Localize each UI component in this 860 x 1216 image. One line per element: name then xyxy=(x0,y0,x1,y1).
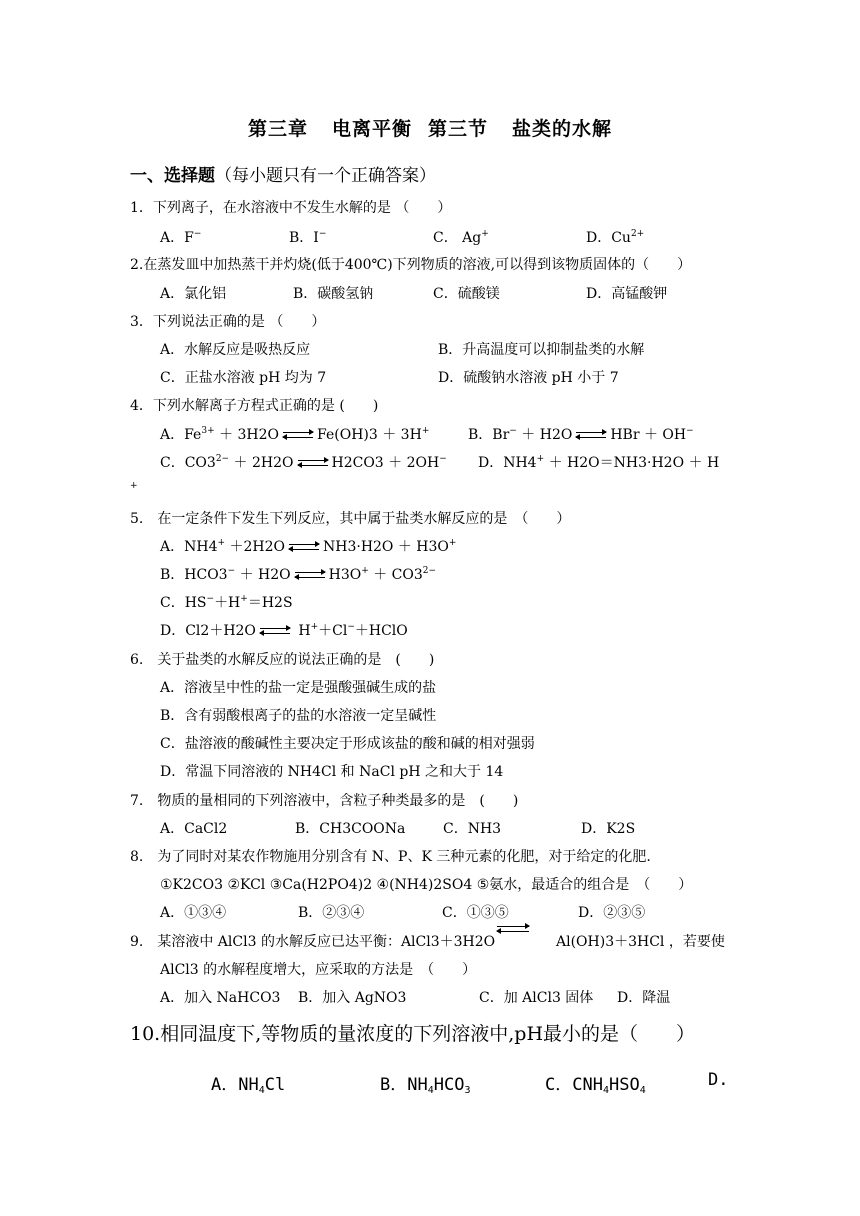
page-title xyxy=(0,114,860,141)
q3-option-d: D．硫酸钠水溶液 pH 小于 7 xyxy=(438,370,619,386)
q1-option-b: B．I− xyxy=(289,229,327,246)
question-9-stem-cont: Al(OH)3＋3HCl ，若要使 xyxy=(556,934,725,950)
q2-option-d: D．高锰酸钾 xyxy=(586,286,668,302)
q2-option-a: A．氯化铝 xyxy=(160,286,227,302)
q6-option-c: C．盐溶液的酸碱性主要决定于形成该盐的酸和碱的相对强弱 xyxy=(160,736,535,752)
question-9-stem-line2: AlCl3 的水解程度增大，应采取的方法是 （ ） xyxy=(160,962,477,978)
q8-option-c: C．①③⑤ xyxy=(442,905,509,921)
section-note: （每小题只有一个正确答案） xyxy=(215,166,436,186)
q2-option-c: C．硫酸镁 xyxy=(433,286,500,302)
q7-option-a: A．CaCl2 xyxy=(160,821,228,837)
q4-option-a: A．$Fe^{3+} + 3H2O$ Fe(OH)3 ＋ 3H+ xyxy=(160,426,430,443)
q9-option-d: D．降温 xyxy=(617,990,671,1006)
q9-option-b: B．加入 AgNO3 xyxy=(298,990,407,1006)
q2-option-b: B．碳酸氢钠 xyxy=(293,286,374,302)
q4-option-d: D．NH4+ ＋ H2O＝NH3·H2O ＋ H xyxy=(478,454,720,471)
q4-option-d-wrap: + xyxy=(130,481,138,491)
title-chapter: 第三章 xyxy=(247,118,308,140)
q5-option-d: D．Cl2＋H2O H+＋Cl−＋HClO xyxy=(160,622,408,639)
q6-option-b: B．含有弱酸根离子的盐的水溶液一定呈碱性 xyxy=(160,708,437,724)
section-label: 一、选择题 xyxy=(130,166,215,186)
q8-option-b: B．②③④ xyxy=(298,905,365,921)
equilibrium-arrow-icon xyxy=(576,431,606,439)
q7-option-b: B．CH3COONa xyxy=(295,821,406,837)
title-topic: 电离平衡 xyxy=(331,118,412,140)
q5-option-b: B．HCO3− ＋ H2O $H3O^+ + CO3^{2-}$ xyxy=(160,566,437,583)
q7-option-d: D．K2S xyxy=(581,821,636,837)
equilibrium-arrow-icon xyxy=(497,925,529,933)
question-5-stem: 5. 在一定条件下发生下列反应，其中属于盐类水解反应的是 （ ） xyxy=(130,511,571,527)
q3-option-c: C．正盐水溶液 pH 均为 7 xyxy=(160,370,327,386)
q7-option-c: C．NH3 xyxy=(443,821,502,837)
equilibrium-arrow-icon xyxy=(260,627,290,635)
q10-option-b: B．$NH_4HCO_3$ xyxy=(380,1075,471,1096)
equilibrium-arrow-icon xyxy=(298,459,328,467)
question-9-stem: 9. 某溶液中 AlCl3 的水解反应已达平衡：AlCl3＋3H2O xyxy=(130,934,496,950)
question-3-stem: 3．下列说法正确的是 （ ） xyxy=(130,314,326,330)
equilibrium-arrow-icon xyxy=(283,431,313,439)
q3-option-b: B．升高温度可以抑制盐类的水解 xyxy=(438,342,645,358)
q9-option-a: A．加入 NaHCO3 xyxy=(160,990,281,1006)
question-6-stem: 6. 关于盐类的水解反应的说法正确的是 ( ) xyxy=(130,652,435,668)
question-4-stem: 4．下列水解离子方程式正确的是 ( ) xyxy=(130,398,379,414)
equilibrium-arrow-icon xyxy=(289,543,319,551)
q1-option-d: D．$Cu^{2+}$ xyxy=(586,229,645,246)
q4-option-b: B．Br− ＋ H2O HBr ＋ OH− xyxy=(468,426,694,443)
q6-option-a: A．溶液呈中性的盐一定是强酸强碱生成的盐 xyxy=(160,680,437,696)
q4-option-c: C．$CO3^{2-} + 2H2O$ H2CO3 ＋ 2OH− xyxy=(160,454,447,471)
q3-option-a: A．水解反应是吸热反应 xyxy=(160,342,311,358)
title-section: 第三节 xyxy=(428,118,489,140)
q1-option-c: C． Ag+ xyxy=(433,229,489,246)
question-1-stem: 1．下列离子，在水溶液中不发生水解的是 （ ） xyxy=(130,200,452,216)
q6-option-d: D．常温下同溶液的 NH4Cl 和 NaCl pH 之和大于 14 xyxy=(160,764,504,780)
question-8-stem: 8. 为了同时对某农作物施用分别含有 N、P、K 三种元素的化肥，对于给定的化肥. xyxy=(130,849,651,865)
q8-option-a: A．①③④ xyxy=(160,905,227,921)
q10-option-d: D. xyxy=(708,1070,729,1090)
q5-option-a: A．NH4+ ＋2H2O NH3·H2O ＋ H3O+ xyxy=(160,538,457,555)
question-2-stem: 2.在蒸发皿中加热蒸干并灼烧(低于400℃)下列物质的溶液,可以得到该物质固体的（ ） xyxy=(130,257,692,273)
q1-option-a: A．F− xyxy=(160,229,202,246)
q8-option-d: D．②③⑤ xyxy=(578,905,646,921)
q5-option-c: C．HS−＋H+＝H2S xyxy=(160,594,293,611)
q9-option-c: C．加 AlCl3 固体 xyxy=(479,990,594,1006)
q10-option-c: C．$CNH_4HSO_4$ xyxy=(545,1075,646,1096)
section-header xyxy=(130,161,436,186)
question-7-stem: 7. 物质的量相同的下列溶液中，含粒子种类最多的是 ( ) xyxy=(130,793,519,809)
question-10-stem: 10.相同温度下,等物质的量浓度的下列溶液中,pH最小的是（ ） xyxy=(130,1023,696,1045)
q10-option-a: A．$NH_4Cl$ xyxy=(211,1075,286,1096)
q8-fertilizer-list: ①K2CO3 ②KCl ③Ca(H2PO4)2 ④(NH4)2SO4 ⑤氨水，最适合的组合是 （ ） xyxy=(160,877,693,893)
title-subject: 盐类的水解 xyxy=(512,118,613,140)
equilibrium-arrow-icon xyxy=(295,571,325,579)
